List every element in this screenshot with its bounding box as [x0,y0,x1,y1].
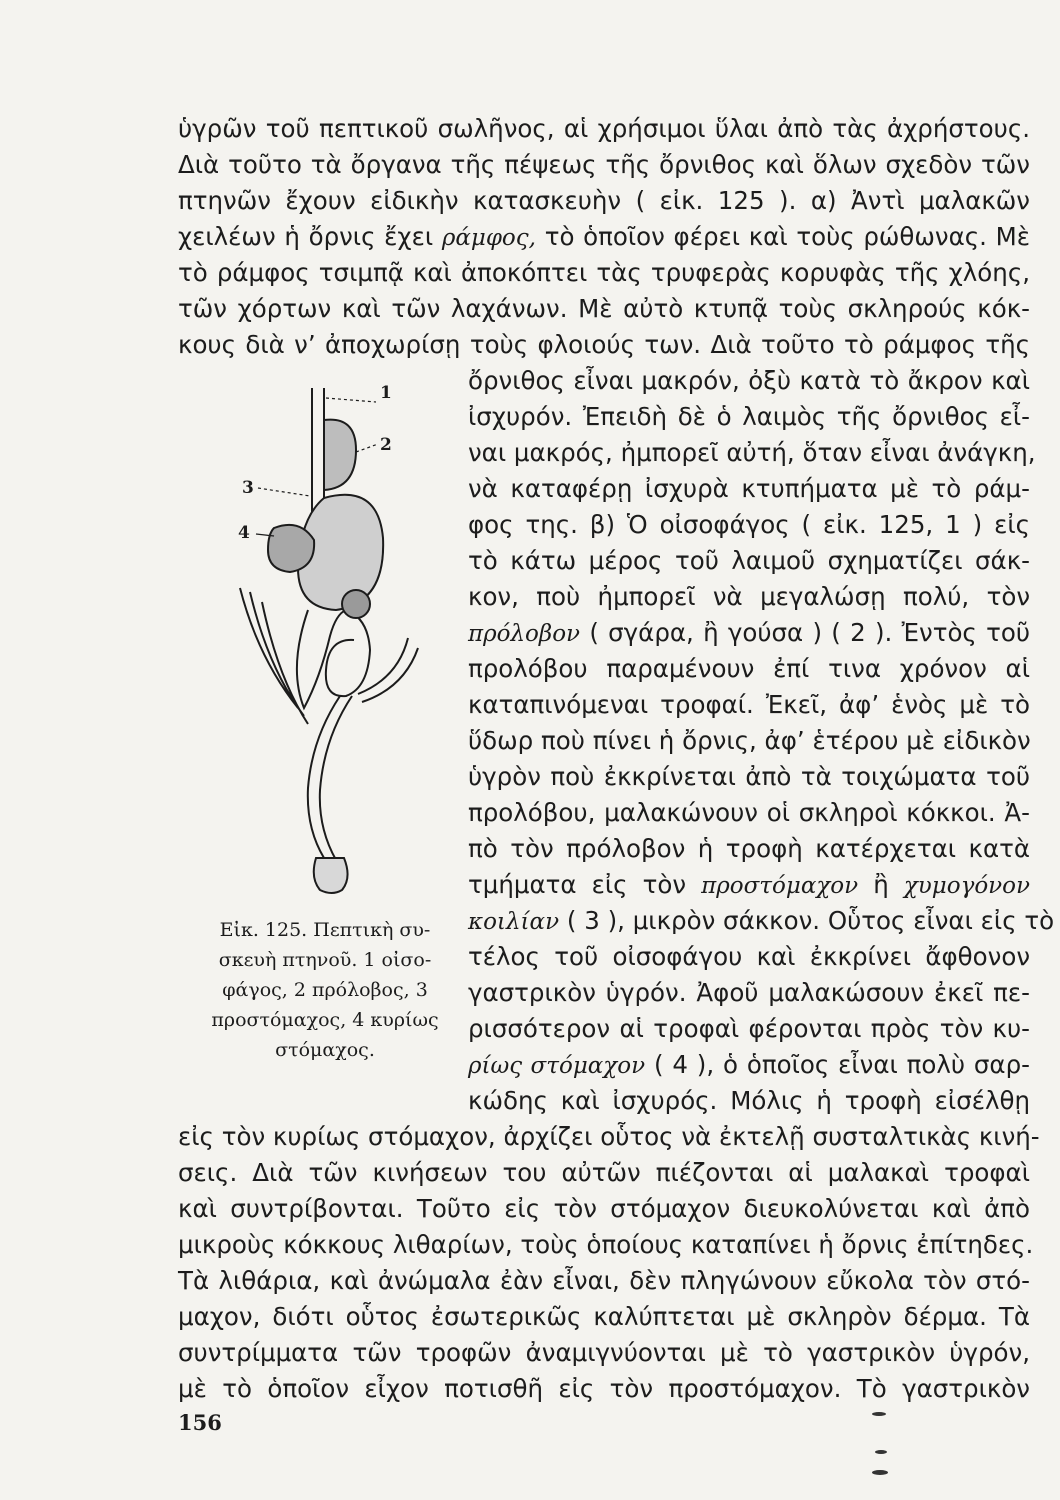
text-line: κον, ποὺ ἠμπορεῖ νὰ μεγαλώσῃ πολύ, τὸν [468,582,1030,611]
italic-term: πρόλοβον [468,621,581,647]
intestine-loop [297,610,346,708]
text-span: ( 3 ), μικρὸν σάκκον. Οὗτος εἶναι εἰς τὸ [559,906,1055,935]
text-line: ὄρνιθος εἶναι μακρόν, ὀξὺ κατὰ τὸ ἄκρον καὶ [468,366,1030,395]
text-line: ὑγρὸν ποὺ ἐκκρίνεται ἀπὸ τὰ τοιχώματα τοῦ [468,762,1030,791]
scan-speck [875,1450,887,1454]
figure-caption [190,915,460,1065]
text-line: καὶ συντρίβονται. Τοῦτο εἰς τὸν στόμαχον διευκολύνεται καὶ ἀπὸ [178,1194,1030,1223]
italic-term: ράμφος, [441,225,536,251]
page-number: 156 [178,1410,222,1435]
text-line: μαχον, διότι οὗτος ἐσωτερικῶς καλύπτεται μὲ σκληρὸν δέρμα. Τὰ [178,1302,1030,1331]
text-line: τὸ κάτω μέρος τοῦ λαιμοῦ σχηματίζει σάκ- [468,546,1030,575]
text-span: ἢ [858,870,904,899]
figure-label-4: 4 [238,523,250,543]
text-line: ρισσότερον αἱ τροφαὶ φέρονται πρὸς τὸν κυ- [468,1014,1030,1043]
text-line: προλόβου παραμένουν ἐπί τινα χρόνον αἱ [468,654,1030,683]
text-line: ὕδωρ ποὺ πίνει ἡ ὄρνις, ἀφ’ ἑτέρου μὲ εἰδικὸν [468,726,1031,755]
text-span: χειλέων ἡ ὄρνις ἔχει [178,222,442,251]
cloaca-shape [314,858,348,893]
figure-label-1: 1 [380,383,392,403]
text-line: συντρίμματα τῶν τροφῶν ἀναμιγνύονται μὲ τὸ γαστρικὸν ὑγρόν, [178,1338,1030,1367]
caption-line: Εἰκ. 125. Πεπτικὴ συ- [219,919,431,941]
text-span: ( 4 ), ὁ ὁποῖος εἶναι πολὺ σαρ- [645,1050,1030,1079]
proventriculus-shape [268,525,314,572]
caption-line: φάγος, 2 πρόλοβος, 3 [222,979,428,1001]
text-span: ( σγάρα, ἢ γούσα ) ( 2 ). Ἐντὸς τοῦ [580,618,1030,647]
text-line: κους διὰ ν’ ἀποχωρίσῃ τοὺς φλοιούς των. Διὰ τοῦτο τὸ ράμφος τῆς [178,330,1030,359]
text-line: μικροὺς κόκκους λιθαρίων, τοὺς ὁποίους καταπίνει ἡ ὄρνις ἐπίτηδες. [178,1230,1034,1259]
text-line: σεις. Διὰ τῶν κινήσεων του αὐτῶν πιέζονται αἱ μαλακαὶ τροφαὶ [178,1158,1030,1187]
text-line: ναι μακρός, ἠμπορεῖ αὐτή, ὅταν εἶναι ἀνάγκη, [468,438,1036,467]
text-line: μὲ τὸ ὁποῖον εἶχον ποτισθῆ εἰς τὸν προστόμαχον. Τὸ γαστρικὸν [178,1374,1030,1403]
italic-term: ρίως στόμαχον [468,1053,646,1079]
scan-speck [872,1470,888,1475]
text-line: τῶν χόρτων καὶ τῶν λαχάνων. Μὲ αὐτὸ κτυπᾷ τοὺς σκληρούς κόκ- [178,294,1030,323]
caption-line: στόμαχος. [275,1039,375,1061]
text-line: γαστρικὸν ὑγρόν. Ἀφοῦ μαλακώσουν ἐκεῖ πε- [468,978,1030,1007]
scan-speck [872,1412,886,1416]
intestine-loop [326,610,370,696]
text-line [178,220,1030,255]
digestive-system-illustration [228,378,466,900]
text-line: τέλος τοῦ οἰσοφάγου καὶ ἐκκρίνει ἄφθονον [468,942,1030,971]
text-line: Τὰ λιθάρια, καὶ ἀνώμαλα ἐὰν εἶναι, δὲν πληγώνουν εὔκολα τὸν στό- [178,1266,1030,1295]
text-line: νὰ καταφέρῃ ἰσχυρὰ κτυπήματα μὲ τὸ ράμ- [468,474,1030,503]
figure-label-2: 2 [380,435,392,455]
intestine-tail [308,696,352,860]
text-line: πτηνῶν ἔχουν εἰδικὴν κατασκευὴν ( εἰκ. 125 ). α) Ἀντὶ μαλακῶν [178,186,1030,215]
figure-label-3: 3 [242,478,254,498]
text-line: πὸ τὸν πρόλοβον ἡ τροφὴ κατέρχεται κατὰ [468,834,1030,863]
text-line: ἰσχυρόν. Ἐπειδὴ δὲ ὁ λαιμὸς τῆς ὄρνιθος εἶ- [468,402,1030,431]
italic-term: χυμογόνον [903,873,1030,899]
text-line: κώδης καὶ ἰσχυρός. Μόλις ἡ τροφὴ εἰσέλθῃ [468,1086,1030,1115]
text-line [468,904,1055,939]
caption-line: σκευὴ πτηνοῦ. 1 οἰσο- [218,949,432,971]
text-line: καταπινόμεναι τροφαί. Ἐκεῖ, ἀφ’ ἑνὸς μὲ τὸ [468,690,1030,719]
pancreas-shape [342,590,370,618]
text-line: ὑγρῶν τοῦ πεπτικοῦ σωλῆνος, αἱ χρήσιμοι ὕλαι ἀπὸ τὰς ἀχρήστους. [178,114,1030,143]
text-line: φος της. β) Ὁ οἰσοφάγος ( εἰκ. 125, 1 ) εἰς [468,510,1030,539]
text-line [468,616,1030,651]
text-line: Διὰ τοῦτο τὰ ὄργανα τῆς πέψεως τῆς ὄρνιθος καὶ ὅλων σχεδὸν τῶν [178,150,1030,179]
text-line: τὸ ράμφος τσιμπᾷ καὶ ἀποκόπτει τὰς τρυφερὰς κορυφὰς τῆς χλόης, [178,258,1030,287]
italic-term: προστόμαχον [701,873,859,899]
text-span: τμήματα εἰς τὸν [468,870,702,899]
text-span: τὸ ὁποῖον φέρει καὶ τοὺς ρώθωνας. Μὲ [535,222,1030,251]
text-line: εἰς τὸν κυρίως στόμαχον, ἀρχίζει οὗτος νὰ ἐκτελῇ συσταλτικὰς κινή- [178,1122,1040,1151]
italic-term: κοιλίαν [468,909,560,935]
caption-line: προστόμαχος, 4 κυρίως [211,1009,439,1031]
text-line [468,868,1030,903]
crop-shape [324,420,356,490]
text-line [468,1048,1030,1083]
text-line: προλόβου, μαλακώνουν οἱ σκληροὶ κόκκοι. Ἀ- [468,798,1030,827]
